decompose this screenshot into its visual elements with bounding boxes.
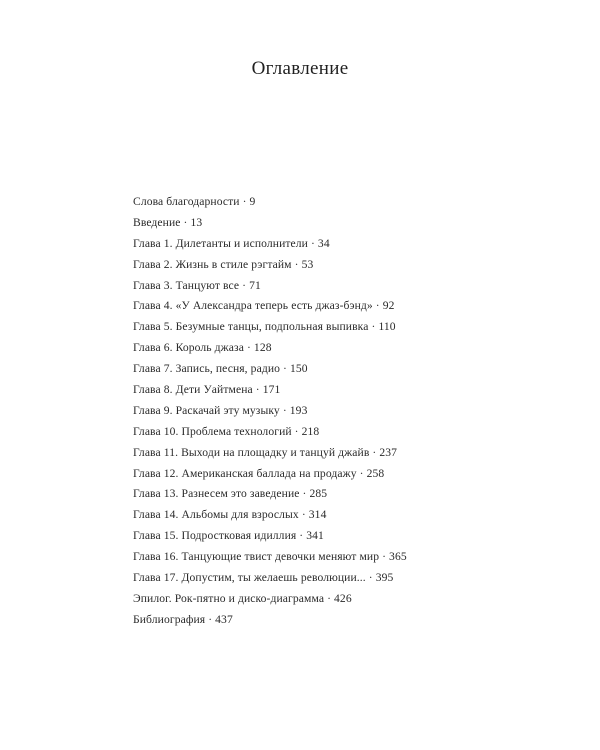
toc-entry-chapter-13: Глава 13. Разнесем это заведение · 285	[133, 487, 328, 501]
toc-entry-acknowledgements: Слова благодарности · 9	[133, 195, 256, 208]
toc-entry-epilogue: Эпилог. Рок-пятно и диско-диаграмма · 426	[133, 591, 352, 605]
toc-entry-chapter-4: Глава 4. «У Александра теперь есть джаз-бэнд» · 92	[133, 299, 395, 313]
page-title: Оглавление	[251, 58, 349, 79]
toc-entry-chapter-1: Глава 1. Дилетанты и исполнители · 34	[133, 236, 330, 250]
toc-entry-chapter-3: Глава 3. Танцуют все · 71	[133, 278, 261, 292]
toc-entry-chapter-12: Глава 12. Американская баллада на продажу · 258	[133, 466, 385, 480]
toc-entry-bibliography: Библиография · 437	[133, 612, 233, 626]
toc-entry-chapter-16: Глава 16. Танцующие твист девочки меняют мир · 365	[133, 550, 407, 564]
toc-entry-chapter-2: Глава 2. Жизнь в стиле рэгтайм · 53	[133, 257, 314, 271]
toc-entry-chapter-8: Глава 8. Дети Уайтмена · 171	[133, 383, 281, 397]
toc-entry-chapter-9: Глава 9. Раскачай эту музыку · 193	[133, 403, 308, 417]
toc-entry-chapter-5: Глава 5. Безумные танцы, подпольная выпивка · 110	[133, 320, 396, 334]
toc-entry-chapter-10: Глава 10. Проблема технологий · 218	[133, 424, 320, 438]
toc-entry-chapter-6: Глава 6. Король джаза · 128	[133, 341, 272, 355]
toc-entry-chapter-15: Глава 15. Подростковая идиллия · 341	[133, 529, 324, 543]
toc-entry-chapter-14: Глава 14. Альбомы для взрослых · 314	[133, 508, 327, 522]
toc-entry-introduction: Введение · 13	[133, 215, 203, 229]
toc-entry-chapter-11: Глава 11. Выходи на площадку и танцуй джайв · 237	[133, 445, 398, 459]
table-of-contents	[133, 192, 553, 631]
toc-entry-chapter-7: Глава 7. Запись, песня, радио · 150	[133, 362, 308, 376]
toc-entry-chapter-17: Глава 17. Допустим, ты желаешь революции... · 395	[133, 571, 394, 585]
